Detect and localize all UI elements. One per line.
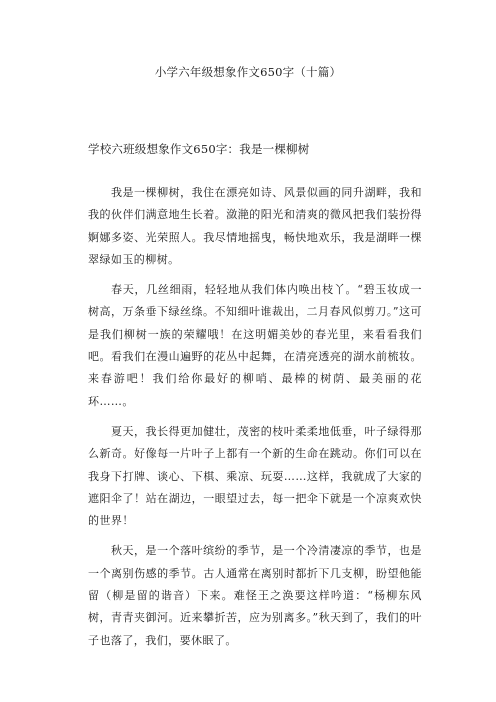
essay-body	[88, 182, 422, 660]
paragraph: 秋天，是一个落叶缤纷的季节，是一个冷清凄凉的季节，也是一个离别伤感的季节。古人通常在离别时都折下几支柳，盼望他能留（柳是留的谐音）下来。难怪王之涣要这样吟道：“杨柳东风树，青青夹御河。近来攀折苦，应为别离多。”秋天到了，我们的叶子也落了，我们，要休眠了。	[88, 544, 422, 647]
paragraph: 我是一棵柳树，我住在漂亮如诗、风景似画的同升湖畔，我和我的伙伴们满意地生长着。潋滟的阳光和清爽的微风把我们装扮得婀娜多姿、光荣照人。我尽情地摇曳，畅快地欢乐，我是湖畔一棵翠绿如玉的柳树。	[88, 186, 422, 266]
document-title: 小学六年级想象作文650字（十篇）	[154, 65, 342, 79]
paragraph: 夏天，我长得更加健壮，茂密的枝叶柔柔地低垂，叶子绿得那么新奇。好像每一片叶子上都有一个新的生命在跳动。你们可以在我身下打牌、谈心、下棋、乘凉、玩耍……这样，我就成了大家的遮阳伞了！站在湖边，一眼望过去，每一把伞下就是一个凉爽欢快的世界！	[88, 424, 422, 528]
essay-subtitle: 学校六班级想象作文650字：我是一棵柳树	[88, 142, 310, 156]
paragraph: 春天，几丝细雨，轻轻地从我们体内唤出枝丫。“碧玉妆成一树高，万条垂下绿丝绦。不知细叶谁裁出，二月春风似剪刀。”这可是我们柳树一族的荣耀哦！在这明媚美妙的春光里，来看看我们吧。看我们在漫山遍野的花丛中起舞，在清亮透亮的湖水前梳妆。来春游吧！我们给你最好的柳哨、最棒的树荫、最美丽的花环……。	[88, 283, 422, 408]
